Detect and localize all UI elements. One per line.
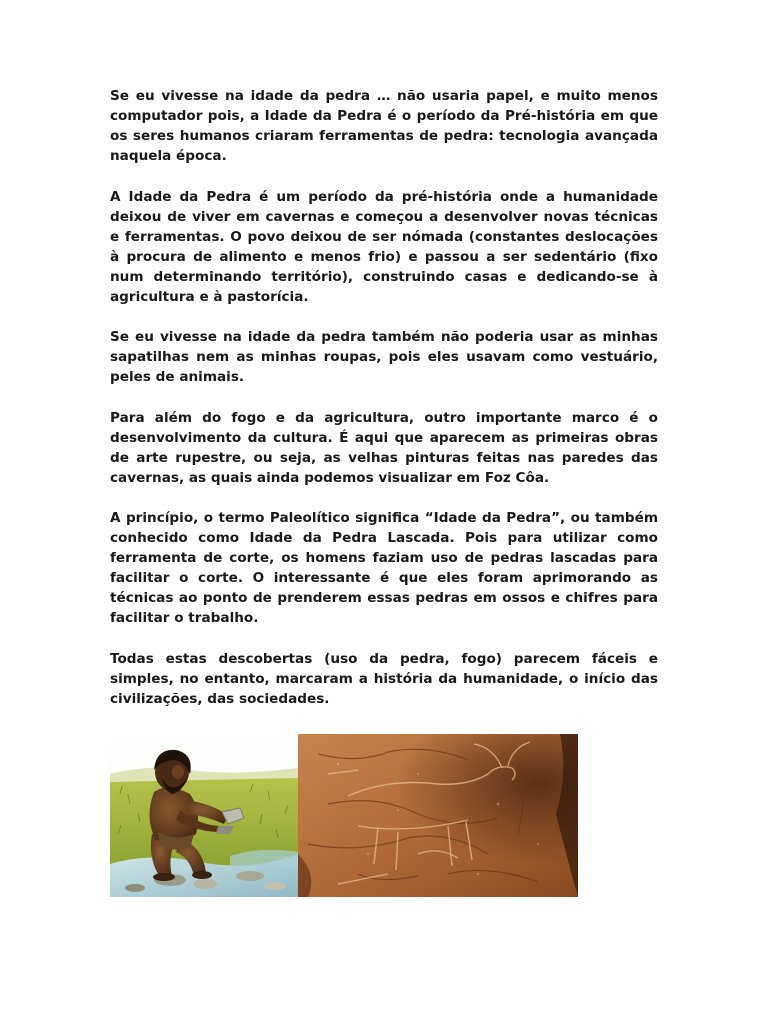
document-body xyxy=(110,86,658,729)
rock-art-photo xyxy=(298,734,578,897)
paragraph-6: Todas estas descobertas (uso da pedra, fogo) parecem fáceis e simples, no entanto, marcaram a história da humanidade, o início das civilizações, das sociedades. xyxy=(110,650,658,707)
paragraph-1: Se eu vivesse na idade da pedra … não usaria papel, e muito menos computador pois, a Idade da Pedra é o período da Pré-história em que os seres humanos criaram ferramentas de pedra: tecnologia avançada naquela época. xyxy=(110,88,658,164)
paragraph-3: Se eu vivesse na idade da pedra também não poderia usar as minhas sapatilhas nem as minhas roupas, pois eles usavam como vestuário, peles de animais. xyxy=(110,329,658,385)
caveman-illustration xyxy=(110,734,298,897)
paragraph-4: Para além do fogo e da agricultura, outro importante marco é o desenvolvimento da cultura. É aqui que aparecem as primeiras obras de arte rupestre, ou seja, as velhas pinturas feitas nas paredes das cavernas, as quais ainda podemos visualizar em Foz Côa. xyxy=(110,409,658,486)
paragraph-2: A Idade da Pedra é um período da pré-história onde a humanidade deixou de viver em cavernas e começou a desenvolver novas técnicas e ferramentas. O povo deixou de ser nómada (constantes deslocações à procura de alimento e menos frio) e passou a ser sedentário (fixo num determinando território), construindo casas e dedicando-se à agricultura e à pastorícia. xyxy=(110,188,658,305)
paragraph-5: A princípio, o termo Paleolítico significa “Idade da Pedra”, ou também conhecido como Idade da Pedra Lascada. Pois para utilizar como ferramenta de corte, os homens faziam uso de pedras lascadas para facilitar o corte. O interessante é que eles foram aprimorando as técnicas ao ponto de prenderem essas pedras em ossos e chifres para facilitar o trabalho. xyxy=(110,510,658,626)
illustrations xyxy=(110,734,578,897)
